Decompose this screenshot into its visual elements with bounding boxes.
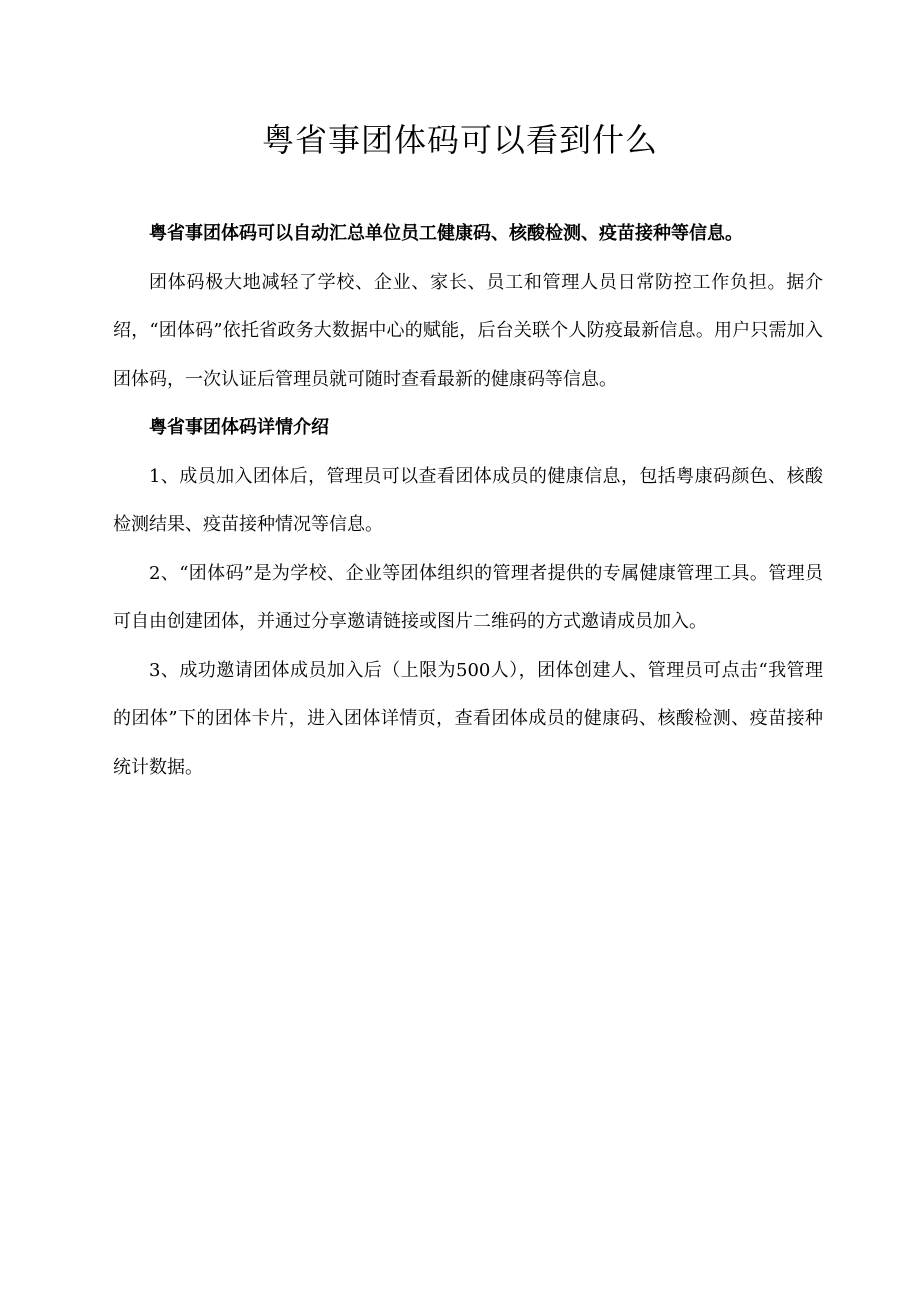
detail-paragraph-3: 3、成功邀请团体成员加入后（上限为500人），团体创建人、管理员可点击“我管理的团体”下的团体卡片，进入团体详情页，查看团体成员的健康码、核酸检测、疫苗接种统计数据。 [113, 659, 823, 778]
document-body [113, 210, 823, 792]
page-title: 粤省事团体码可以看到什么 [261, 121, 658, 159]
detail-paragraph-2: 2、“团体码”是为学校、企业等团体组织的管理者提供的专属健康管理工具。管理员可自由创建团体，并通过分享邀请链接或图片二维码的方式邀请成员加入。 [113, 562, 823, 632]
intro-paragraph: 团体码极大地减轻了学校、企业、家长、员工和管理人员日常防控工作负担。据介绍，“团体码”依托省政务大数据中心的赋能，后台关联个人防疫最新信息。用户只需加入团体码，一次认证后管理员就可随时查看最新的健康码等信息。 [113, 271, 823, 390]
section-heading: 粤省事团体码详情介绍 [149, 417, 329, 438]
summary-paragraph: 粤省事团体码可以自动汇总单位员工健康码、核酸检测、疫苗接种等信息。 [149, 223, 743, 244]
detail-paragraph-1: 1、成员加入团体后，管理员可以查看团体成员的健康信息，包括粤康码颜色、核酸检测结果、疫苗接种情况等信息。 [113, 465, 823, 535]
